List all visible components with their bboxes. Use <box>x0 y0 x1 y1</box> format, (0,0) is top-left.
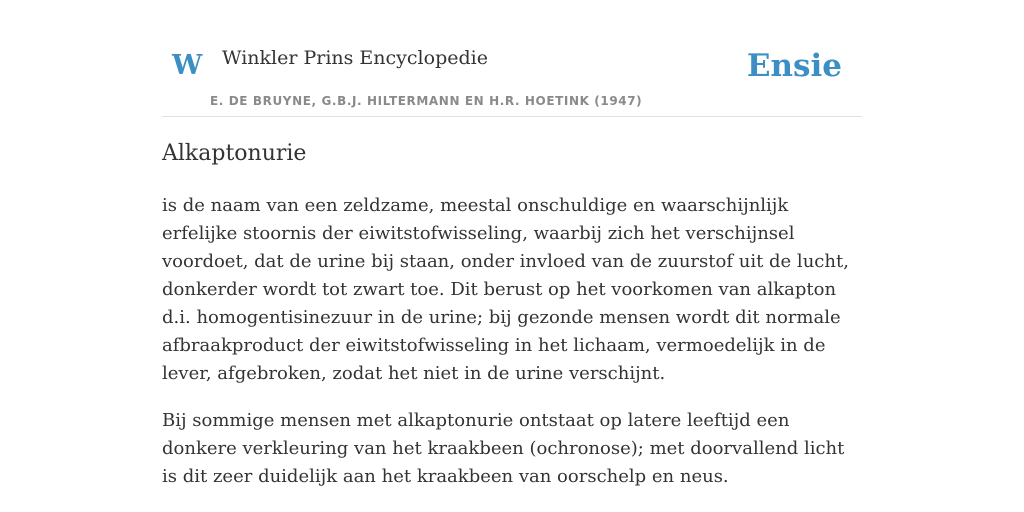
article-body <box>162 192 862 510</box>
header <box>162 0 862 117</box>
source-authors: E. DE BRUYNE, G.B.J. HILTERMANN EN H.R. HOETINK (1947) <box>210 94 643 108</box>
source-title[interactable]: Winkler Prins Encyclopedie <box>222 47 488 69</box>
brand-logo[interactable]: Ensie <box>746 48 842 84</box>
article-paragraph: Bij sommige mensen met alkaptonurie ontstaat op latere leeftijd een donkere verkleuring van het kraakbeen (ochronose); met doorvallend licht is dit zeer duidelijk aan het kraakbeen van oorschelp en neus. <box>162 410 845 487</box>
source-logo[interactable]: W <box>172 50 203 81</box>
article-paragraph: is de naam van een zeldzame, meestal onschuldige en waarschijnlijk erfelijke stoornis der eiwitstofwisseling, waarbij zich het verschijnsel voordoet, dat de urine bij staan, onder invloed van de zuurstof uit de lucht, donkerder wordt tot zwart toe. Dit berust op het voorkomen van alkapton d.i. homogentisinezuur in de urine; bij gezonde mensen wordt dit normale afbraakproduct der eiwitstofwisseling in het lichaam, vermoedelijk in de lever, afgebroken, zodat het niet in de urine verschijnt. <box>162 195 849 384</box>
article-title: Alkaptonurie <box>162 141 307 166</box>
